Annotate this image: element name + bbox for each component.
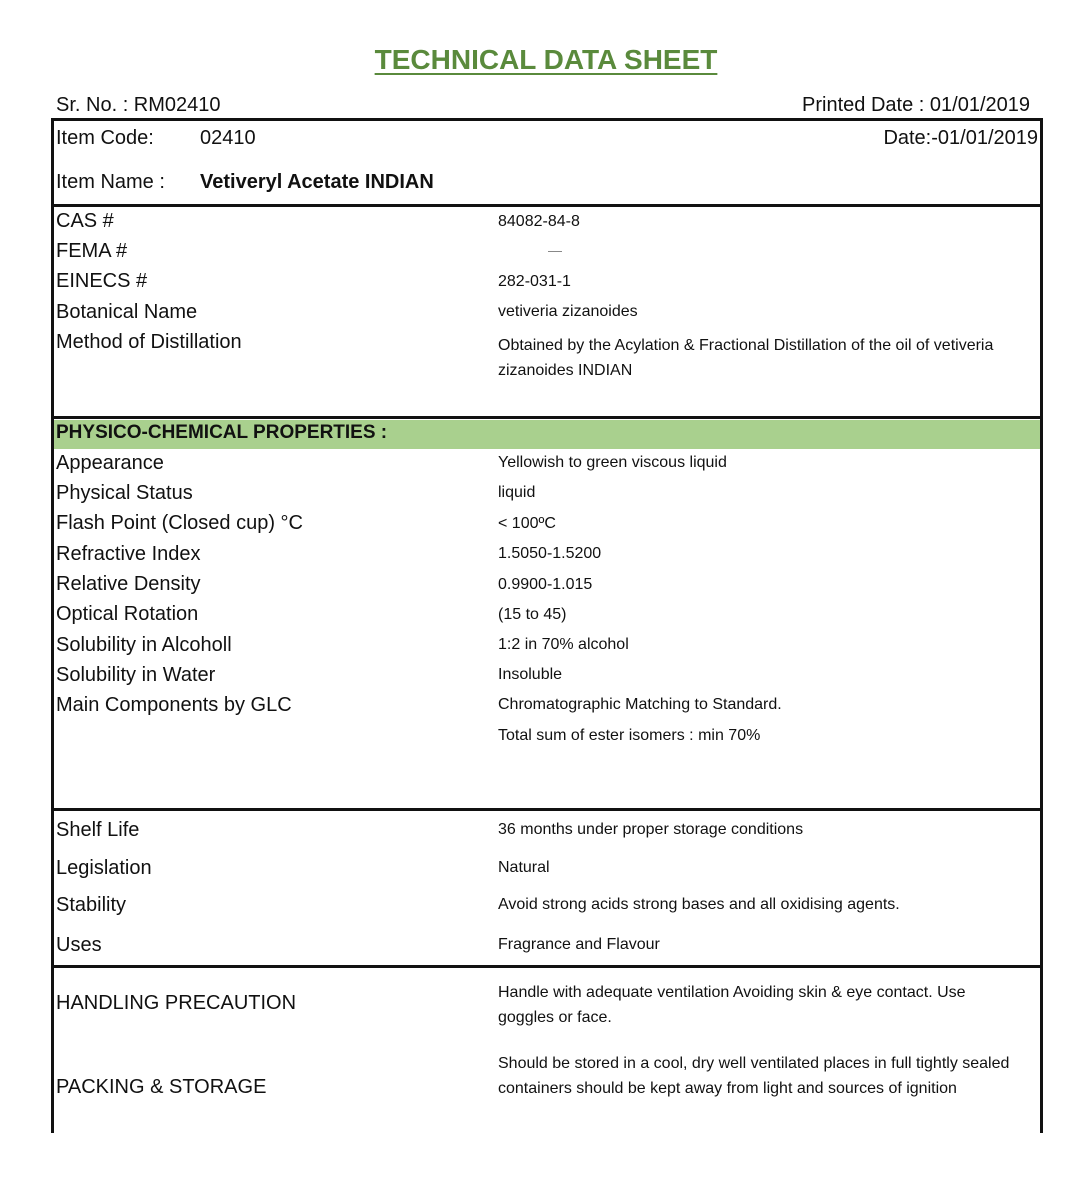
item-name-label: Item Name : <box>56 171 165 193</box>
cas-value: 84082-84-8 <box>498 213 580 230</box>
botanical-name-value: vetiveria zizanoides <box>498 303 638 320</box>
glc-value: Chromatographic Matching to Standard. <box>498 696 782 713</box>
physical-status-value: liquid <box>498 484 536 501</box>
shelf-life-label: Shelf Life <box>56 819 140 841</box>
botanical-name-label: Botanical Name <box>56 301 198 323</box>
physico-heading-band <box>54 420 1040 449</box>
fema-label: FEMA # <box>56 240 128 262</box>
item-date: Date:-01/01/2019 <box>883 127 1038 149</box>
distillation-value: Obtained by the Acylation & Fractional Distillation of the oil of vetiveria zizanoides INDIAN <box>498 337 994 379</box>
shelf-life-value: 36 months under proper storage conditions <box>498 821 804 838</box>
appearance-value: Yellowish to green viscous liquid <box>498 454 727 471</box>
refractive-index-value: 1.5050-1.5200 <box>498 545 602 562</box>
solubility-water-label: Solubility in Water <box>56 664 216 686</box>
relative-density-label: Relative Density <box>56 573 201 595</box>
packing-value: Should be stored in a cool, dry well ventilated places in full tightly sealed containers should be kept away from light and sources of ignition <box>498 1055 1010 1097</box>
packing-label: PACKING & STORAGE <box>56 1076 267 1098</box>
item-code-value: 02410 <box>200 127 256 149</box>
flash-point-value: < 100ºC <box>498 515 556 532</box>
uses-value: Fragrance and Flavour <box>498 936 660 953</box>
flash-point-label: Flash Point (Closed cup) °C <box>56 512 303 534</box>
physico-heading: PHYSICO-CHEMICAL PROPERTIES : <box>56 422 388 443</box>
divider-identity <box>51 416 1043 419</box>
stability-label: Stability <box>56 894 127 916</box>
empty-dash-icon <box>548 251 562 252</box>
handling-value: Handle with adequate ventilation Avoiding skin & eye contact. Use goggles or face. <box>498 984 966 1026</box>
divider-other <box>51 965 1043 968</box>
handling-label: HANDLING PRECAUTION <box>56 992 297 1014</box>
optical-rotation-value: (15 to 45) <box>498 606 567 623</box>
relative-density-value: 0.9900-1.015 <box>498 576 593 593</box>
printed-date: Printed Date : 01/01/2019 <box>802 94 1030 116</box>
fema-value <box>498 243 562 261</box>
glc-label: Main Components by GLC <box>56 694 292 716</box>
solubility-water-value: Insoluble <box>498 666 563 683</box>
optical-rotation-label: Optical Rotation <box>56 603 199 625</box>
physical-status-label: Physical Status <box>56 482 193 504</box>
divider-item <box>51 204 1043 207</box>
document-title: TECHNICAL DATA SHEET <box>374 44 718 75</box>
cas-label: CAS # <box>56 210 114 232</box>
uses-label: Uses <box>56 934 102 956</box>
einecs-value: 282-031-1 <box>498 273 571 290</box>
item-name-value: Vetiveryl Acetate INDIAN <box>200 171 434 193</box>
stability-value: Avoid strong acids strong bases and all oxidising agents. <box>498 896 900 913</box>
distillation-label: Method of Distillation <box>56 331 242 353</box>
serial-number: Sr. No. : RM02410 <box>56 94 221 116</box>
legislation-label: Legislation <box>56 857 152 879</box>
divider-physico <box>51 808 1043 811</box>
appearance-label: Appearance <box>56 452 164 474</box>
ester-isomers-value: Total sum of ester isomers : min 70% <box>498 727 761 744</box>
solubility-alcohol-value: 1:2 in 70% alcohol <box>498 636 629 653</box>
legislation-value: Natural <box>498 859 550 876</box>
refractive-index-label: Refractive Index <box>56 543 201 565</box>
einecs-label: EINECS # <box>56 270 148 292</box>
solubility-alcohol-label: Solubility in Alcoholl <box>56 634 232 656</box>
item-code-label: Item Code: <box>56 127 154 149</box>
